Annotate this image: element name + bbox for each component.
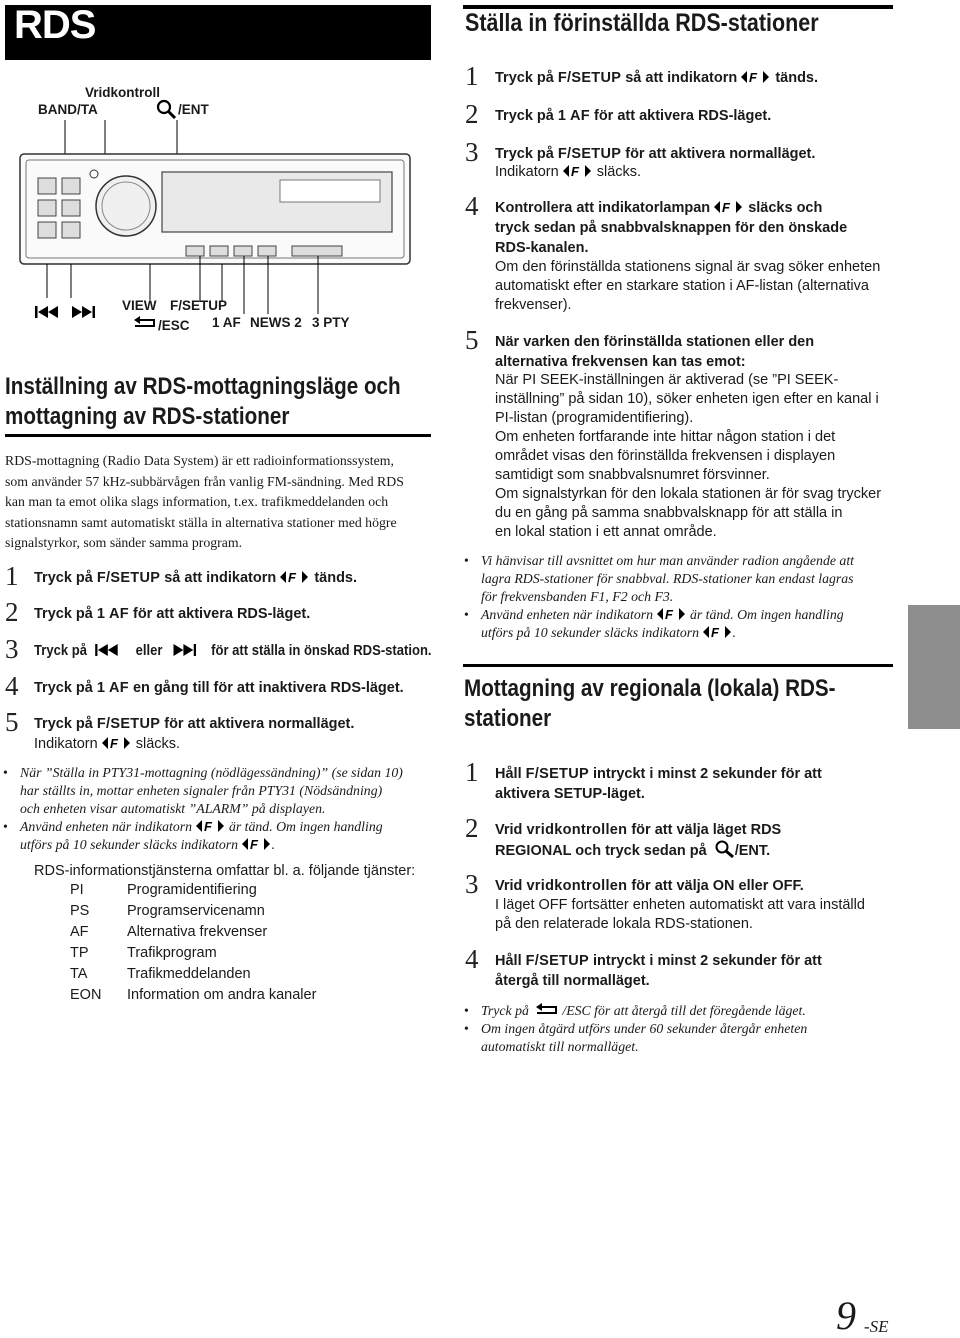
search-icon bbox=[715, 840, 735, 858]
svg-text:F: F bbox=[249, 837, 258, 851]
f-indicator-icon bbox=[102, 736, 132, 750]
page-suffix: -SE bbox=[864, 1317, 889, 1336]
f-indicator-icon bbox=[280, 570, 310, 584]
step-number: 1 bbox=[465, 757, 479, 787]
step-5: Tryck på F/SETUP för att aktivera normalläget. bbox=[34, 716, 355, 732]
regional-step-2: Vrid vridkontrollen för att välja läget RDS REGIONAL och tryck sedan på /ENT. bbox=[495, 822, 782, 859]
f-indicator-icon bbox=[741, 70, 771, 84]
right-step-3: Tryck på F/SETUP för att aktivera normalläget. bbox=[495, 146, 816, 162]
heading-rule bbox=[5, 434, 431, 437]
step-number: 4 bbox=[465, 191, 479, 221]
svg-text:F: F bbox=[722, 200, 731, 214]
label-news2: NEWS 2 bbox=[250, 315, 302, 330]
right-step-4-body: Om den förinställda stationens signal är svag söker enheten automatiskt efter en starkare station i AF-listan (alternativa frekvenser). bbox=[495, 259, 881, 313]
step-5-sub: Indikatorn F släcks. bbox=[34, 736, 181, 752]
label-1af: 1 AF bbox=[212, 315, 241, 330]
regional-step-4: Håll F/SETUP intryckt i minst 2 sekunder för att återgå till normalläget. bbox=[495, 953, 822, 989]
table-row: AF Alternativa frekvenser bbox=[70, 924, 268, 940]
side-tab bbox=[908, 605, 960, 729]
svg-text:F: F bbox=[288, 570, 297, 584]
right-step-2: Tryck på 1 AF för att aktivera RDS-läget. bbox=[495, 108, 772, 124]
f-indicator-icon bbox=[703, 625, 733, 639]
table-row: PI Programidentifiering bbox=[70, 882, 257, 898]
step-number: 5 bbox=[5, 707, 19, 737]
f-indicator-icon bbox=[196, 819, 226, 833]
next-track-icon bbox=[170, 643, 204, 657]
svg-text:F: F bbox=[570, 164, 579, 178]
heading-rule bbox=[463, 664, 893, 667]
table-row: PS Programservicenamn bbox=[70, 903, 265, 919]
f-indicator-icon bbox=[714, 200, 744, 214]
step-2: Tryck på 1 AF för att aktivera RDS-läget. bbox=[34, 606, 311, 622]
label-vridkontroll: Vridkontroll bbox=[85, 85, 161, 100]
regional-step-3: Vrid vridkontrollen för att välja ON eller OFF. bbox=[495, 878, 804, 894]
label-ent: /ENT bbox=[178, 102, 209, 117]
f-indicator-icon bbox=[657, 607, 687, 621]
right-step-5-body: När PI SEEK-inställningen är aktiverad (se ”PI SEEK- inställning” på sidan 10), söker enheten igen efter en kanal i PI-listan (programidentifiering). Om enheten fortfarande inte hittar någon station i det området visas den förinställda frekvensen i displayen samtidigt som snabbvalsnumret försvinner. Om signalstyrkan för den lokala stationen är för svag trycker du en gång på samma snabbvalsknapp för att ställa in en lokal station i ett annat område. bbox=[495, 372, 882, 540]
services-intro: RDS-informationstjänsterna omfattar bl. a. följande tjänster: bbox=[34, 863, 416, 879]
step-number: 4 bbox=[465, 944, 479, 974]
page-title: Ställa in förinställda RDS-stationer bbox=[465, 9, 819, 37]
svg-text:F: F bbox=[109, 736, 118, 750]
step-number: 2 bbox=[465, 813, 479, 843]
right-step-1: Tryck på F/SETUP så att indikatorn F tänds. bbox=[495, 70, 819, 86]
regional-step-3-body: I läget OFF fortsätter enheten automatiskt att vara inställd på den relaterade lokala RDS-stationen. bbox=[495, 897, 865, 932]
services-table bbox=[70, 882, 316, 1008]
label-esc: /ESC bbox=[158, 318, 190, 333]
section-heading-2-line1: Mottagning av regionala (lokala) RDS- bbox=[464, 675, 836, 702]
step-number: 3 bbox=[465, 137, 479, 167]
table-row: TA Trafikmeddelanden bbox=[70, 966, 251, 982]
return-icon bbox=[132, 316, 158, 330]
svg-text:F: F bbox=[664, 607, 673, 621]
step-number: 3 bbox=[465, 869, 479, 899]
intro-paragraph: RDS-mottagning (Radio Data System) är ett radioinformationssystem, som använder 57 kHz-subbärvågen från vanlig FM-sändning. Med RDS kan man ta emot olika slags information, t.ex. trafikmeddelanden och stationsnamn samt automatiskt ställa in alternativa stationer med högre signalstyrkor, som sänder samma program. bbox=[5, 453, 404, 550]
section-heading-line1: Inställning av RDS-mottagningsläge och bbox=[5, 373, 401, 400]
table-row: TP Trafikprogram bbox=[70, 945, 217, 961]
section-badge-label: RDS bbox=[14, 3, 96, 47]
prev-next-icons bbox=[34, 304, 104, 320]
step-4: Tryck på 1 AF en gång till för att inaktivera RDS-läget. bbox=[34, 680, 404, 696]
right-note-2: • Använd enheten när indikatorn F är tänd. Om ingen handling utförs på 10 sekunder släcks indikatorn F . bbox=[464, 607, 844, 640]
step-number: 2 bbox=[465, 99, 479, 129]
section-heading-line2: mottagning av RDS-stationer bbox=[5, 403, 290, 430]
right-step-5: När varken den förinställda stationen eller den alternativa frekvensen kan tas emot: bbox=[495, 334, 815, 370]
table-row: EON Information om andra kanaler bbox=[70, 987, 317, 1003]
step-number: 1 bbox=[465, 61, 479, 91]
label-fsetup: F/SETUP bbox=[170, 298, 228, 313]
svg-text:F: F bbox=[749, 70, 758, 84]
label-view: VIEW bbox=[122, 298, 157, 313]
label-band-ta: BAND/TA bbox=[38, 102, 98, 117]
prev-track-icon bbox=[94, 643, 128, 657]
right-step-4: Kontrollera att indikatorlampan F släcks och tryck sedan på snabbvalsknappen för den önskade RDS-kanalen. bbox=[495, 200, 848, 256]
right-step-3-sub: Indikatorn F släcks. bbox=[495, 164, 642, 180]
right-note-1: • Vi hänvisar till avsnittet om hur man använder radion angående att lagra RDS-stationer för snabbval. RDS-stationer kan endast lagras för frekvensbanden F1, F2 och F3. bbox=[464, 553, 854, 604]
page-number: 9 bbox=[836, 1293, 856, 1338]
label-3pty: 3 PTY bbox=[312, 315, 350, 330]
step-3: Tryck på eller för att ställa in önskad RDS-station. bbox=[34, 643, 432, 659]
step-number: 5 bbox=[465, 325, 479, 355]
search-icon bbox=[156, 99, 178, 119]
step-number: 1 bbox=[5, 561, 19, 591]
note-2: • Använd enheten när indikatorn F är tänd. Om ingen handling utförs på 10 sekunder släcks indikatorn F . bbox=[3, 819, 383, 852]
step-number: 4 bbox=[5, 671, 19, 701]
svg-text:F: F bbox=[710, 625, 719, 639]
svg-text:F: F bbox=[203, 819, 212, 833]
return-icon bbox=[534, 1003, 560, 1016]
f-indicator-icon bbox=[563, 164, 593, 178]
section-heading-2-line2: stationer bbox=[464, 705, 552, 732]
step-1: Tryck på F/SETUP så att indikatorn F tänds. bbox=[34, 570, 358, 586]
step-number: 2 bbox=[5, 597, 19, 627]
step-number: 3 bbox=[5, 634, 19, 664]
regional-note-1: • Tryck på /ESC för att återgå till det föregående läget. bbox=[464, 1003, 806, 1018]
note-1: • När ”Ställa in PTY31-mottagning (nödlägessändning)” (se sidan 10) har ställts in, mottar enheten signaler från PTY31 (Nödsändning) och enheten visar automatiskt ”ALARM” på displayen. bbox=[3, 765, 403, 816]
regional-step-1: Håll F/SETUP intryckt i minst 2 sekunder för att aktivera SETUP-läget. bbox=[495, 766, 822, 802]
f-indicator-icon bbox=[242, 837, 272, 851]
regional-note-2: • Om ingen åtgärd utförs under 60 sekunder återgår enheten automatiskt till normalläget. bbox=[464, 1021, 808, 1054]
